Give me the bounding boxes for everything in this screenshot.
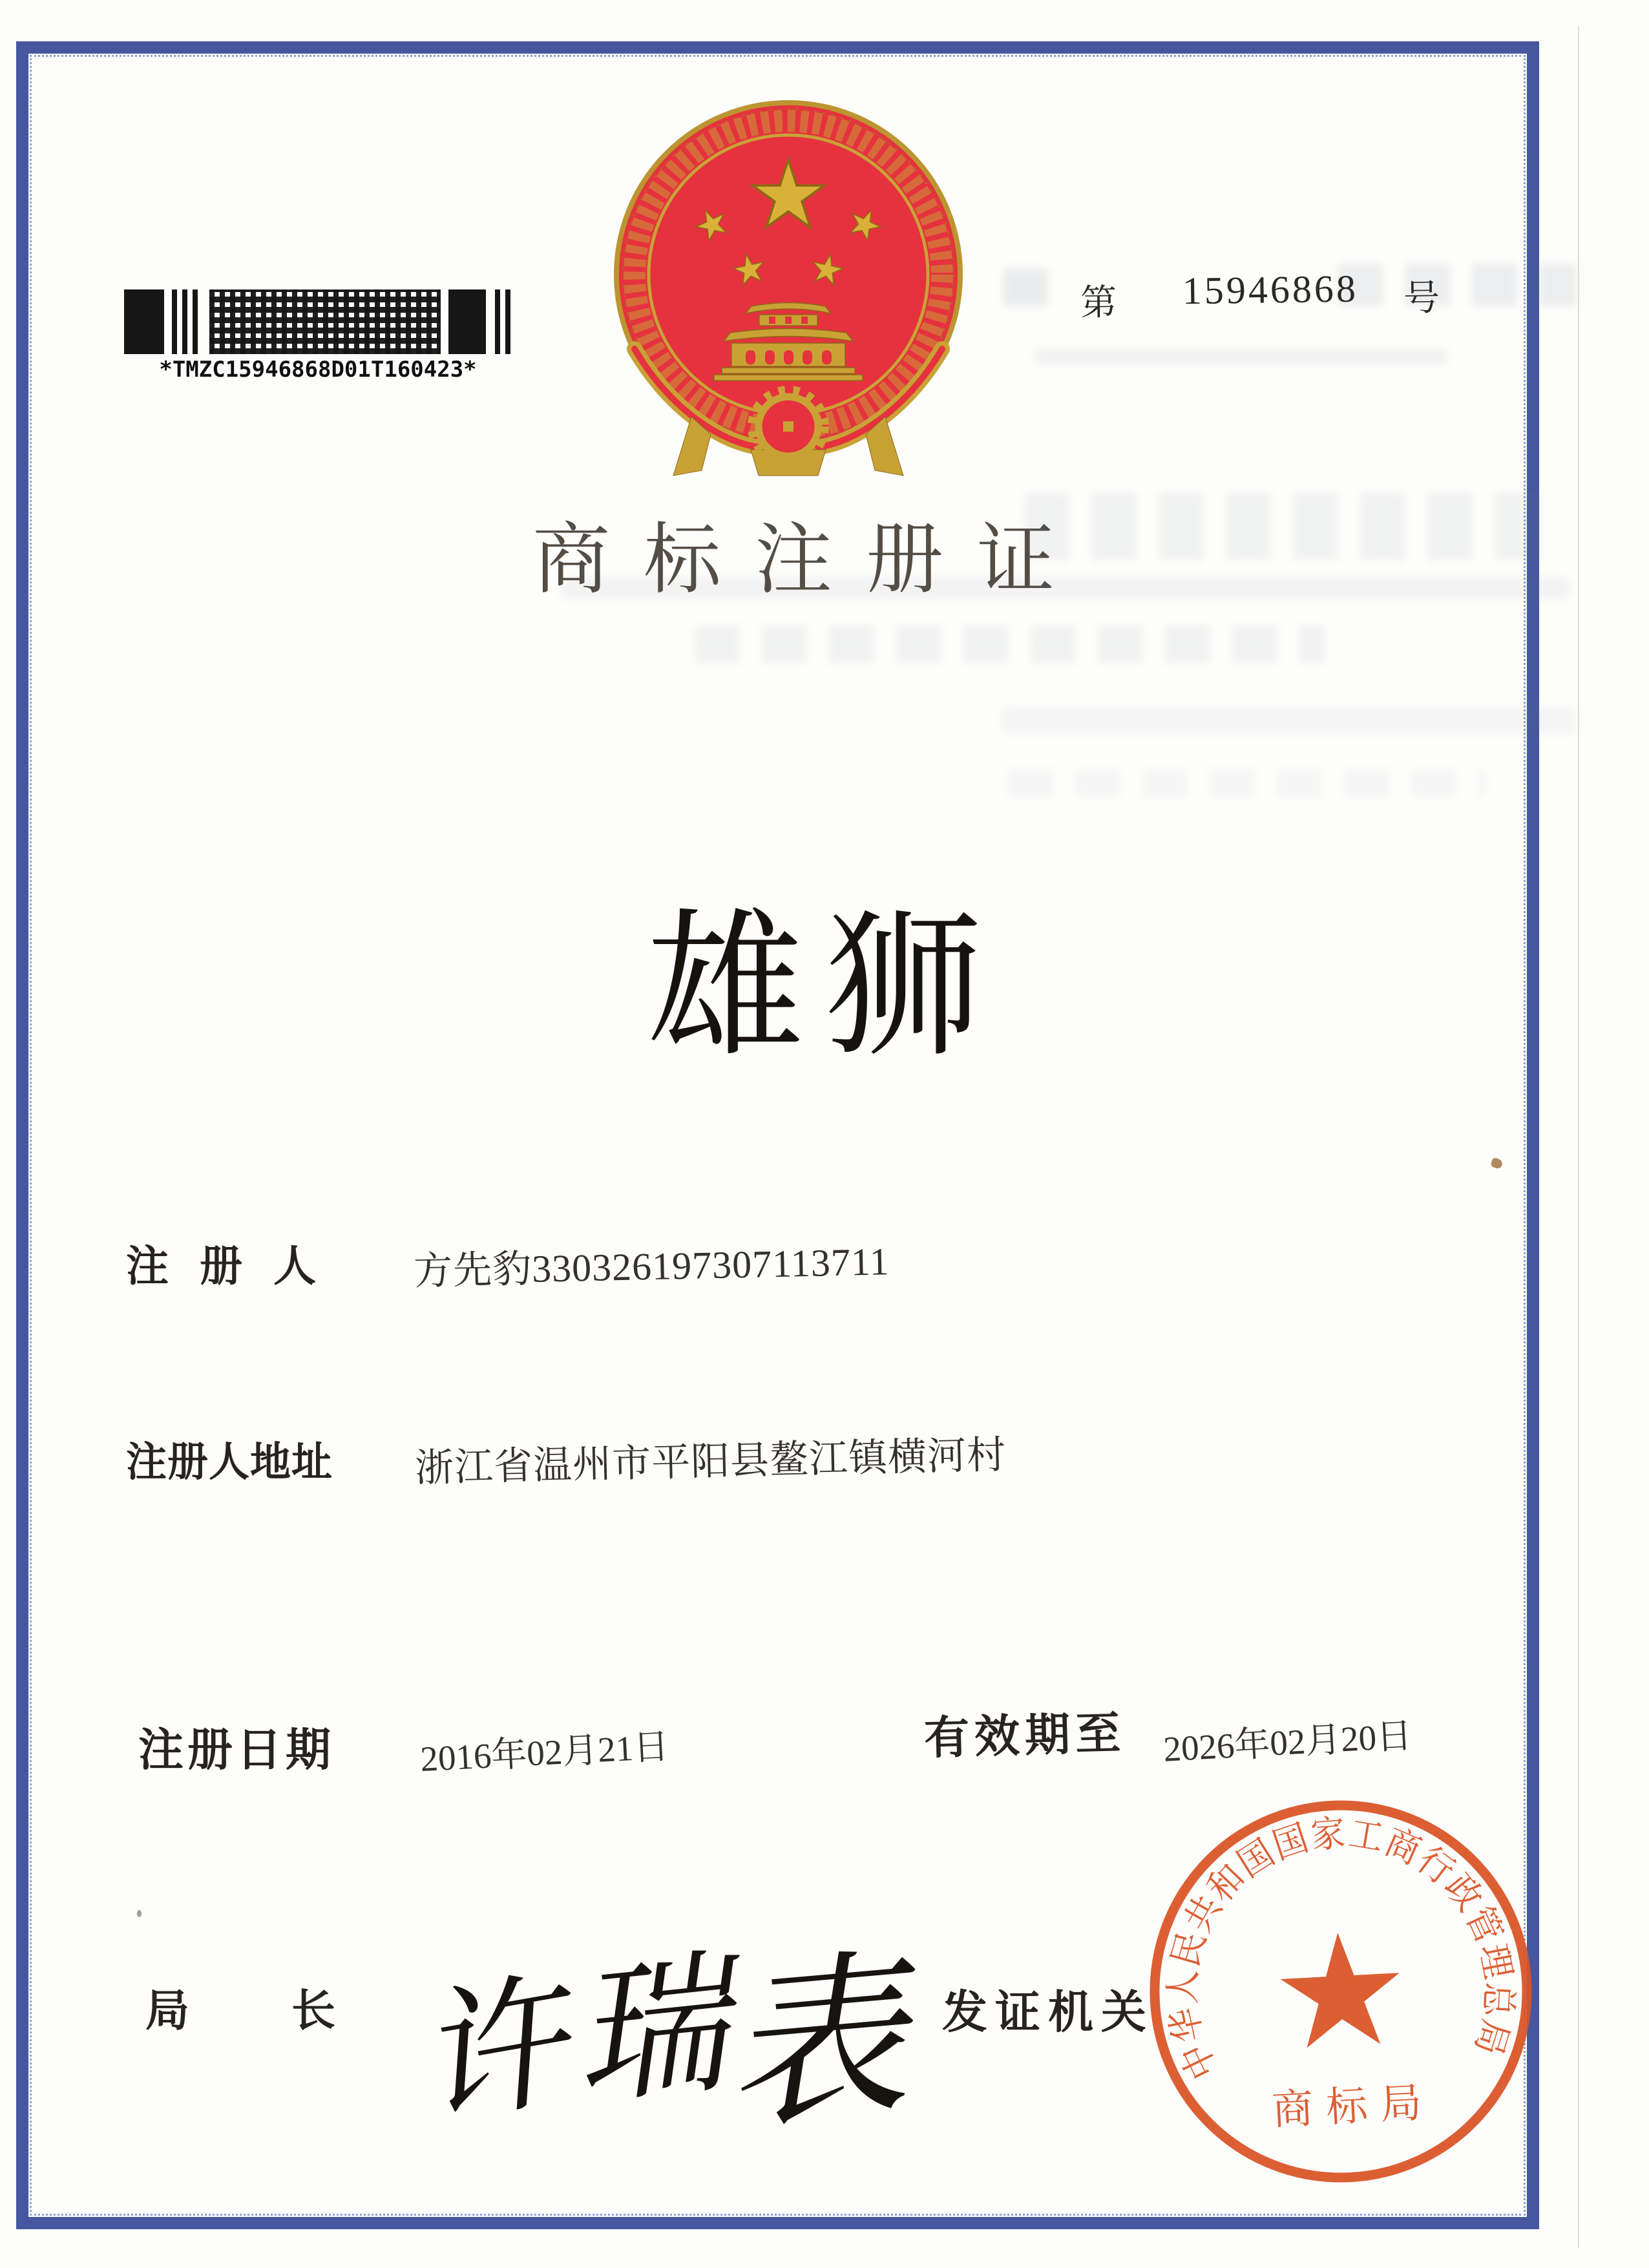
trademark-name: 雄狮 [646,900,1002,1075]
registration-date-value: 2016年02月21日 [419,1726,670,1780]
scan-artifact [1002,708,1577,733]
director-signature-char: 表 [717,1938,914,2152]
valid-until-label: 有效期至 [923,1708,1127,1765]
director-signature-char: 许 [406,1960,578,2145]
seal-ring-text: 中华人民共和国国家工商行政管理总局 [1162,1812,1520,2086]
valid-until-value: 2026年02月20日 [1162,1716,1413,1769]
barcode-text: *TMZC15946868D01T160423* [159,357,477,383]
registrant-address-label: 注册人地址 [126,1440,333,1485]
scan-page-edge-line [1578,26,1579,2249]
registration-date-label: 注册日期 [138,1726,335,1776]
seal-star-icon [1278,1929,1403,2049]
page-title: 商标注册证 [532,517,1088,603]
certificate-number-prefix: 第 [1080,282,1117,324]
registrant-value: 方先豹330326197307113711 [413,1240,890,1293]
registrant-address-value: 浙江省温州市平阳县鳌江镇横河村 [414,1433,1007,1490]
certificate-number-suffix: 号 [1403,278,1440,319]
issuing-authority-label: 发证机关 [942,1988,1154,2038]
seal-bottom-text: 商标局 [1270,2079,1436,2134]
director-label: 局长 [145,1986,438,2035]
director-signature-char: 瑞 [565,1940,736,2125]
scan-artifact [1034,349,1447,364]
official-seal [1129,1780,1553,2203]
scan-artifact [1024,492,1541,560]
certificate-number-value: 15946868 [1182,267,1359,313]
scan-artifact [695,625,1325,663]
paper-speck [137,1910,142,1917]
scan-artifact [1008,769,1486,797]
registrant-label: 注册人 [126,1243,347,1290]
